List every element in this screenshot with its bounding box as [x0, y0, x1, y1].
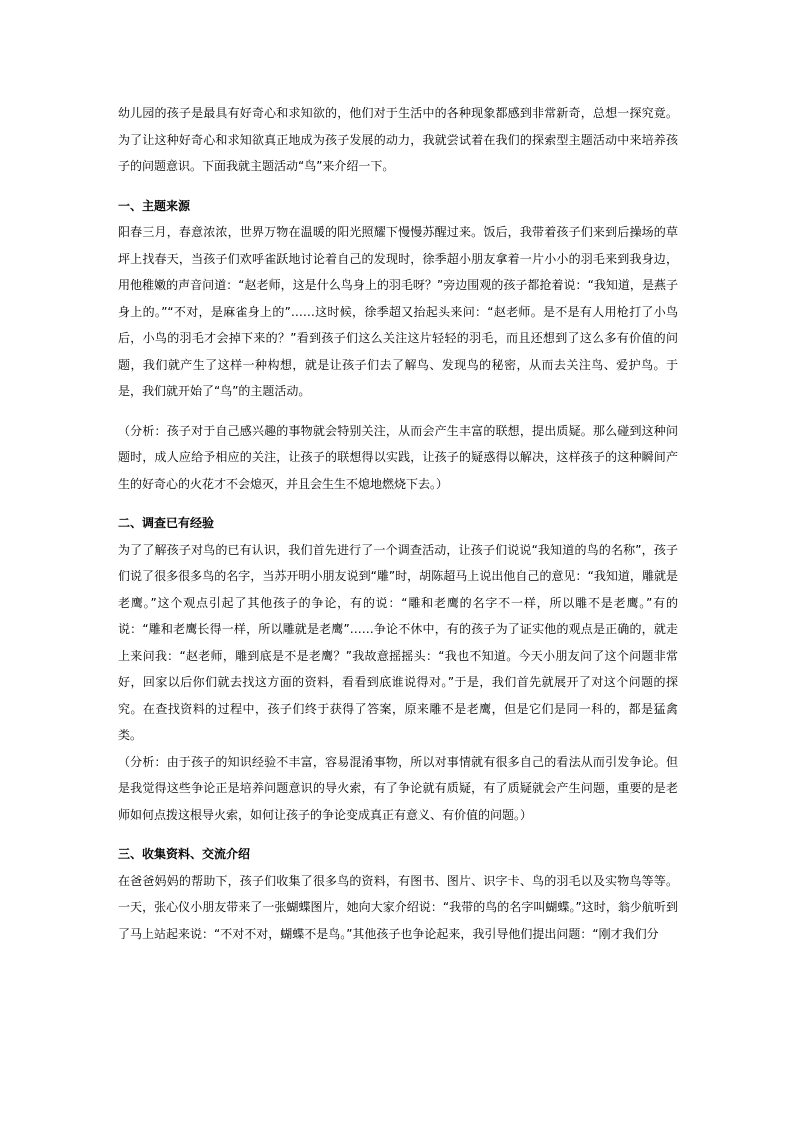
section-body-collect-materials: 在爸爸妈妈的帮助下，孩子们收集了很多鸟的资料，有图书、图片、识字卡、鸟的羽毛以及实物鸟等等。一天，张心仪小朋友带来了一张蝴蝶图片，她向大家介绍说：“我带的鸟的名字叫蝴蝶。”这时，翁少航听到了马上站起来说：“不对不对，蝴蝶不是鸟。”其他孩子也争论起来，我引导他们提出问题：“刚才我们分: [118, 873, 678, 941]
document-page: [118, 100, 678, 947]
section-heading-survey-experience: 二、调查已有经验: [118, 516, 215, 530]
section-body-survey-experience: 为了了解孩子对鸟的已有认识，我们首先进行了一个调查活动，让孩子们说说“我知道的鸟的名称”，孩子们说了很多很多鸟的名字，当苏开明小朋友说到“雕”时，胡陈超马上说出他自己的意见：“我知道，雕就是老鹰。”这个观点引起了其他孩子的争论，有的说：“雕和老鹰的名字不一样，所以雕不是老鹰。”有的说：“雕和老鹰长得一样，所以雕就是老鹰”……争论不休中，有的孩子为了证实他的观点是正确的，就走上来问我：“赵老师，雕到底是不是老鹰？”我故意摇摇头：“我也不知道。今天小朋友问了这个问题非常好，回家以后你们就去找这方面的资料，看看到底谁说得对。”于是，我们首先就展开了对这个问题的探究。在查找资料的过程中，孩子们终于获得了答案，原来雕不是老鹰，但是它们是同一科的，都是猛禽类。: [118, 542, 678, 742]
section-analysis-survey-experience: （分析：由于孩子的知识经验不丰富，容易混淆事物，所以对事情就有很多自己的看法从而引发争论。但是我觉得这些争论正是培养问题意识的导火索，有了争论就有质疑，有了质疑就会产生问题，重要的是老师如何点拨这根导火索，如何让孩子的争论变成真正有意义、有价值的问题。）: [118, 754, 678, 822]
section-heading-topic-source: 一、主题来源: [118, 198, 191, 213]
section-heading-collect-materials: 三、收集资料、交流介绍: [118, 847, 251, 861]
section-body-topic-source: 阳春三月，春意浓浓，世界万物在温暖的阳光照耀下慢慢苏醒过来。饭后，我带着孩子们来到后操场的草坪上找春天，当孩子们欢呼雀跃地讨论着自己的发现时，徐季超小朋友拿着一片小小的羽毛来到我身边，用他稚嫩的声音问道：“赵老师，这是什么鸟身上的羽毛呀？”旁边围观的孩子都抢着说：“我知道，是燕子身上的。”“不对，是麻雀身上的”……这时候，徐季超又抬起头来问：“赵老师。是不是有人用枪打了小鸟后，小鸟的羽毛才会掉下来的？”看到孩子们这么关注这片轻轻的羽毛，而且还想到了这么多有价值的问题，我们就产生了这样一种构想，就是让孩子们去了解鸟、发现鸟的秘密，从而去关注鸟、爱护鸟。于是，我们就开始了“鸟”的主题活动。: [118, 225, 678, 398]
section-analysis-topic-source: （分析：孩子对于自己感兴趣的事物就会特别关注，从而会产生丰富的联想，提出质疑。那么碰到这种问题时，成人应给予相应的关注，让孩子的联想得以实践，让孩子的疑惑得以解决，这样孩子的这种瞬间产生的好奇心的火花才不会熄灭，并且会生生不熄地燃烧下去。）: [118, 423, 678, 491]
intro-paragraph: 幼儿园的孩子是最具有好奇心和求知欲的，他们对于生活中的各种现象都感到非常新奇，总想一探究竟。为了让这种好奇心和求知欲真正地成为孩子发展的动力，我就尝试着在我们的探索型主题活动中来培养孩子的问题意识。下面我就主题活动“鸟”来介绍一下。: [118, 106, 678, 173]
